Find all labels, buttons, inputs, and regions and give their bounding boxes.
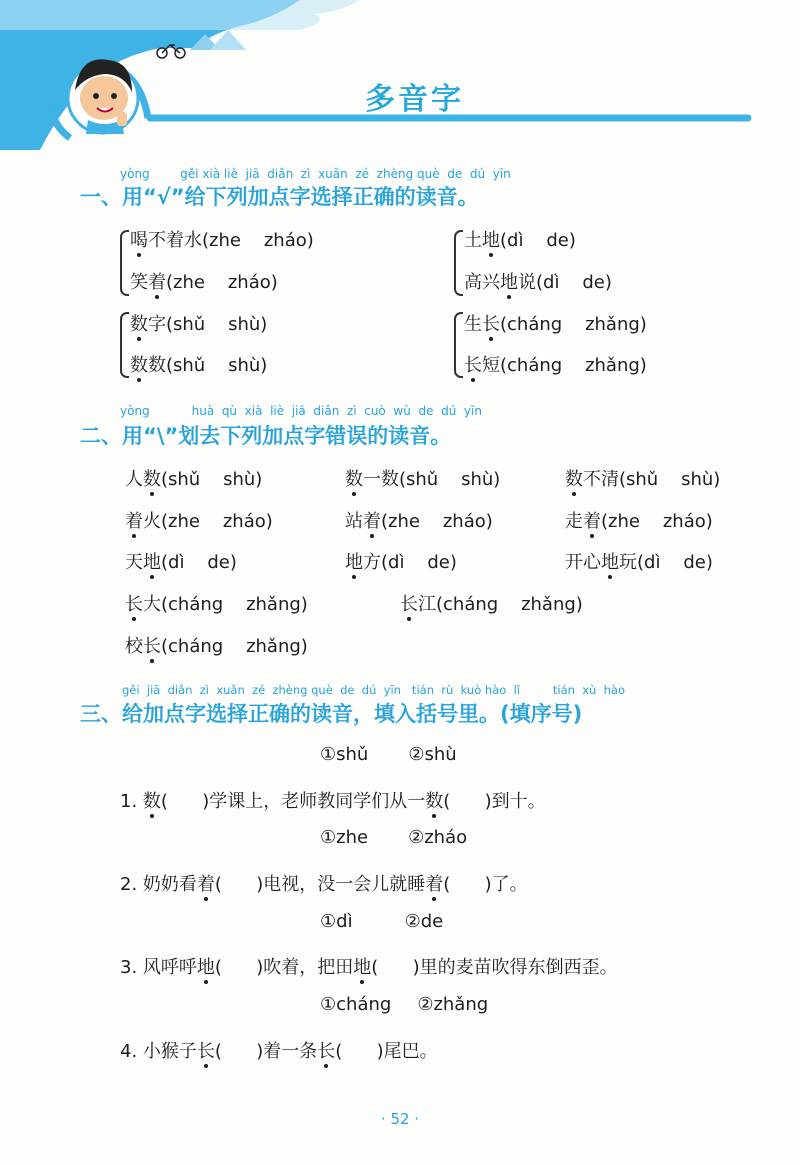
s2-item: 长江(cháng zhǎng) <box>400 594 583 615</box>
section1-title: 一、用“√”给下列加点字选择正确的读音。 <box>80 185 479 209</box>
section2-pinyin: yòng huà qù xià liè jiā diǎn zì cuò wù de dú yīn <box>120 404 482 418</box>
question: 1. 数( )学课上，老师教同学们从一数( )到十。 <box>120 791 546 812</box>
section1-pinyin: yòng gěi xià liè jiā diǎn zì xuǎn zé zhèng què de dú yīn <box>120 167 511 181</box>
brace <box>120 230 129 296</box>
s1-item: 喝不着水(zhe zháo) <box>130 230 314 251</box>
s2-item: 站着(zhe zháo) <box>345 511 493 532</box>
option-row: ①dì ②de <box>320 911 444 932</box>
brace <box>454 312 463 378</box>
s2-item: 走着(zhe zháo) <box>565 511 713 532</box>
question: 4. 小猴子长( )着一条长( )尾巴。 <box>120 1041 438 1062</box>
page-title: 多音字 <box>365 82 464 117</box>
page-number: · 52 · <box>380 1110 420 1128</box>
question: 2. 奶奶看着( )电视，没一会儿就睡着( )了。 <box>120 874 528 895</box>
section3-pinyin: gěi jiā diǎn zì xuǎn zé zhèng què de dú yīn tián rù kuò hào lǐ tián xù hào <box>122 683 626 697</box>
option-row: ①zhe ②zháo <box>320 827 468 848</box>
s1-item: 数字(shǔ shù) <box>130 314 268 335</box>
option-row: ①cháng ②zhǎng <box>320 994 489 1015</box>
s2-item: 着火(zhe zháo) <box>125 511 273 532</box>
s2-item: 天地(dì de) <box>125 552 237 573</box>
s1-item: 数数(shǔ shù) <box>130 355 268 376</box>
s2-item: 校长(cháng zhǎng) <box>125 636 308 657</box>
s2-item: 数不清(shǔ shù) <box>565 469 721 490</box>
s2-item: 地方(dì de) <box>345 552 457 573</box>
brace <box>454 230 463 296</box>
s2-item: 长大(cháng zhǎng) <box>125 594 308 615</box>
s1-item: 笑着(zhe zháo) <box>130 272 278 293</box>
s1-item: 土地(dì de) <box>464 230 576 251</box>
section3-title: 三、给加点字选择正确的读音，填入括号里。(填序号) <box>80 702 583 726</box>
question: 3. 风呼呼地( )吹着，把田地( )里的麦苗吹得东倒西歪。 <box>120 957 618 978</box>
s1-item: 生长(cháng zhǎng) <box>464 314 647 335</box>
s1-item: 长短(cháng zhǎng) <box>464 355 647 376</box>
section2-title: 二、用“\”划去下列加点字错误的读音。 <box>80 424 452 448</box>
s1-item: 高兴地说(dì de) <box>464 272 612 293</box>
brace <box>120 312 129 378</box>
s2-item: 数一数(shǔ shù) <box>345 469 501 490</box>
s2-item: 人数(shǔ shù) <box>125 469 263 490</box>
s2-item: 开心地玩(dì de) <box>565 552 713 573</box>
option-row: ①shǔ ②shù <box>320 744 457 765</box>
